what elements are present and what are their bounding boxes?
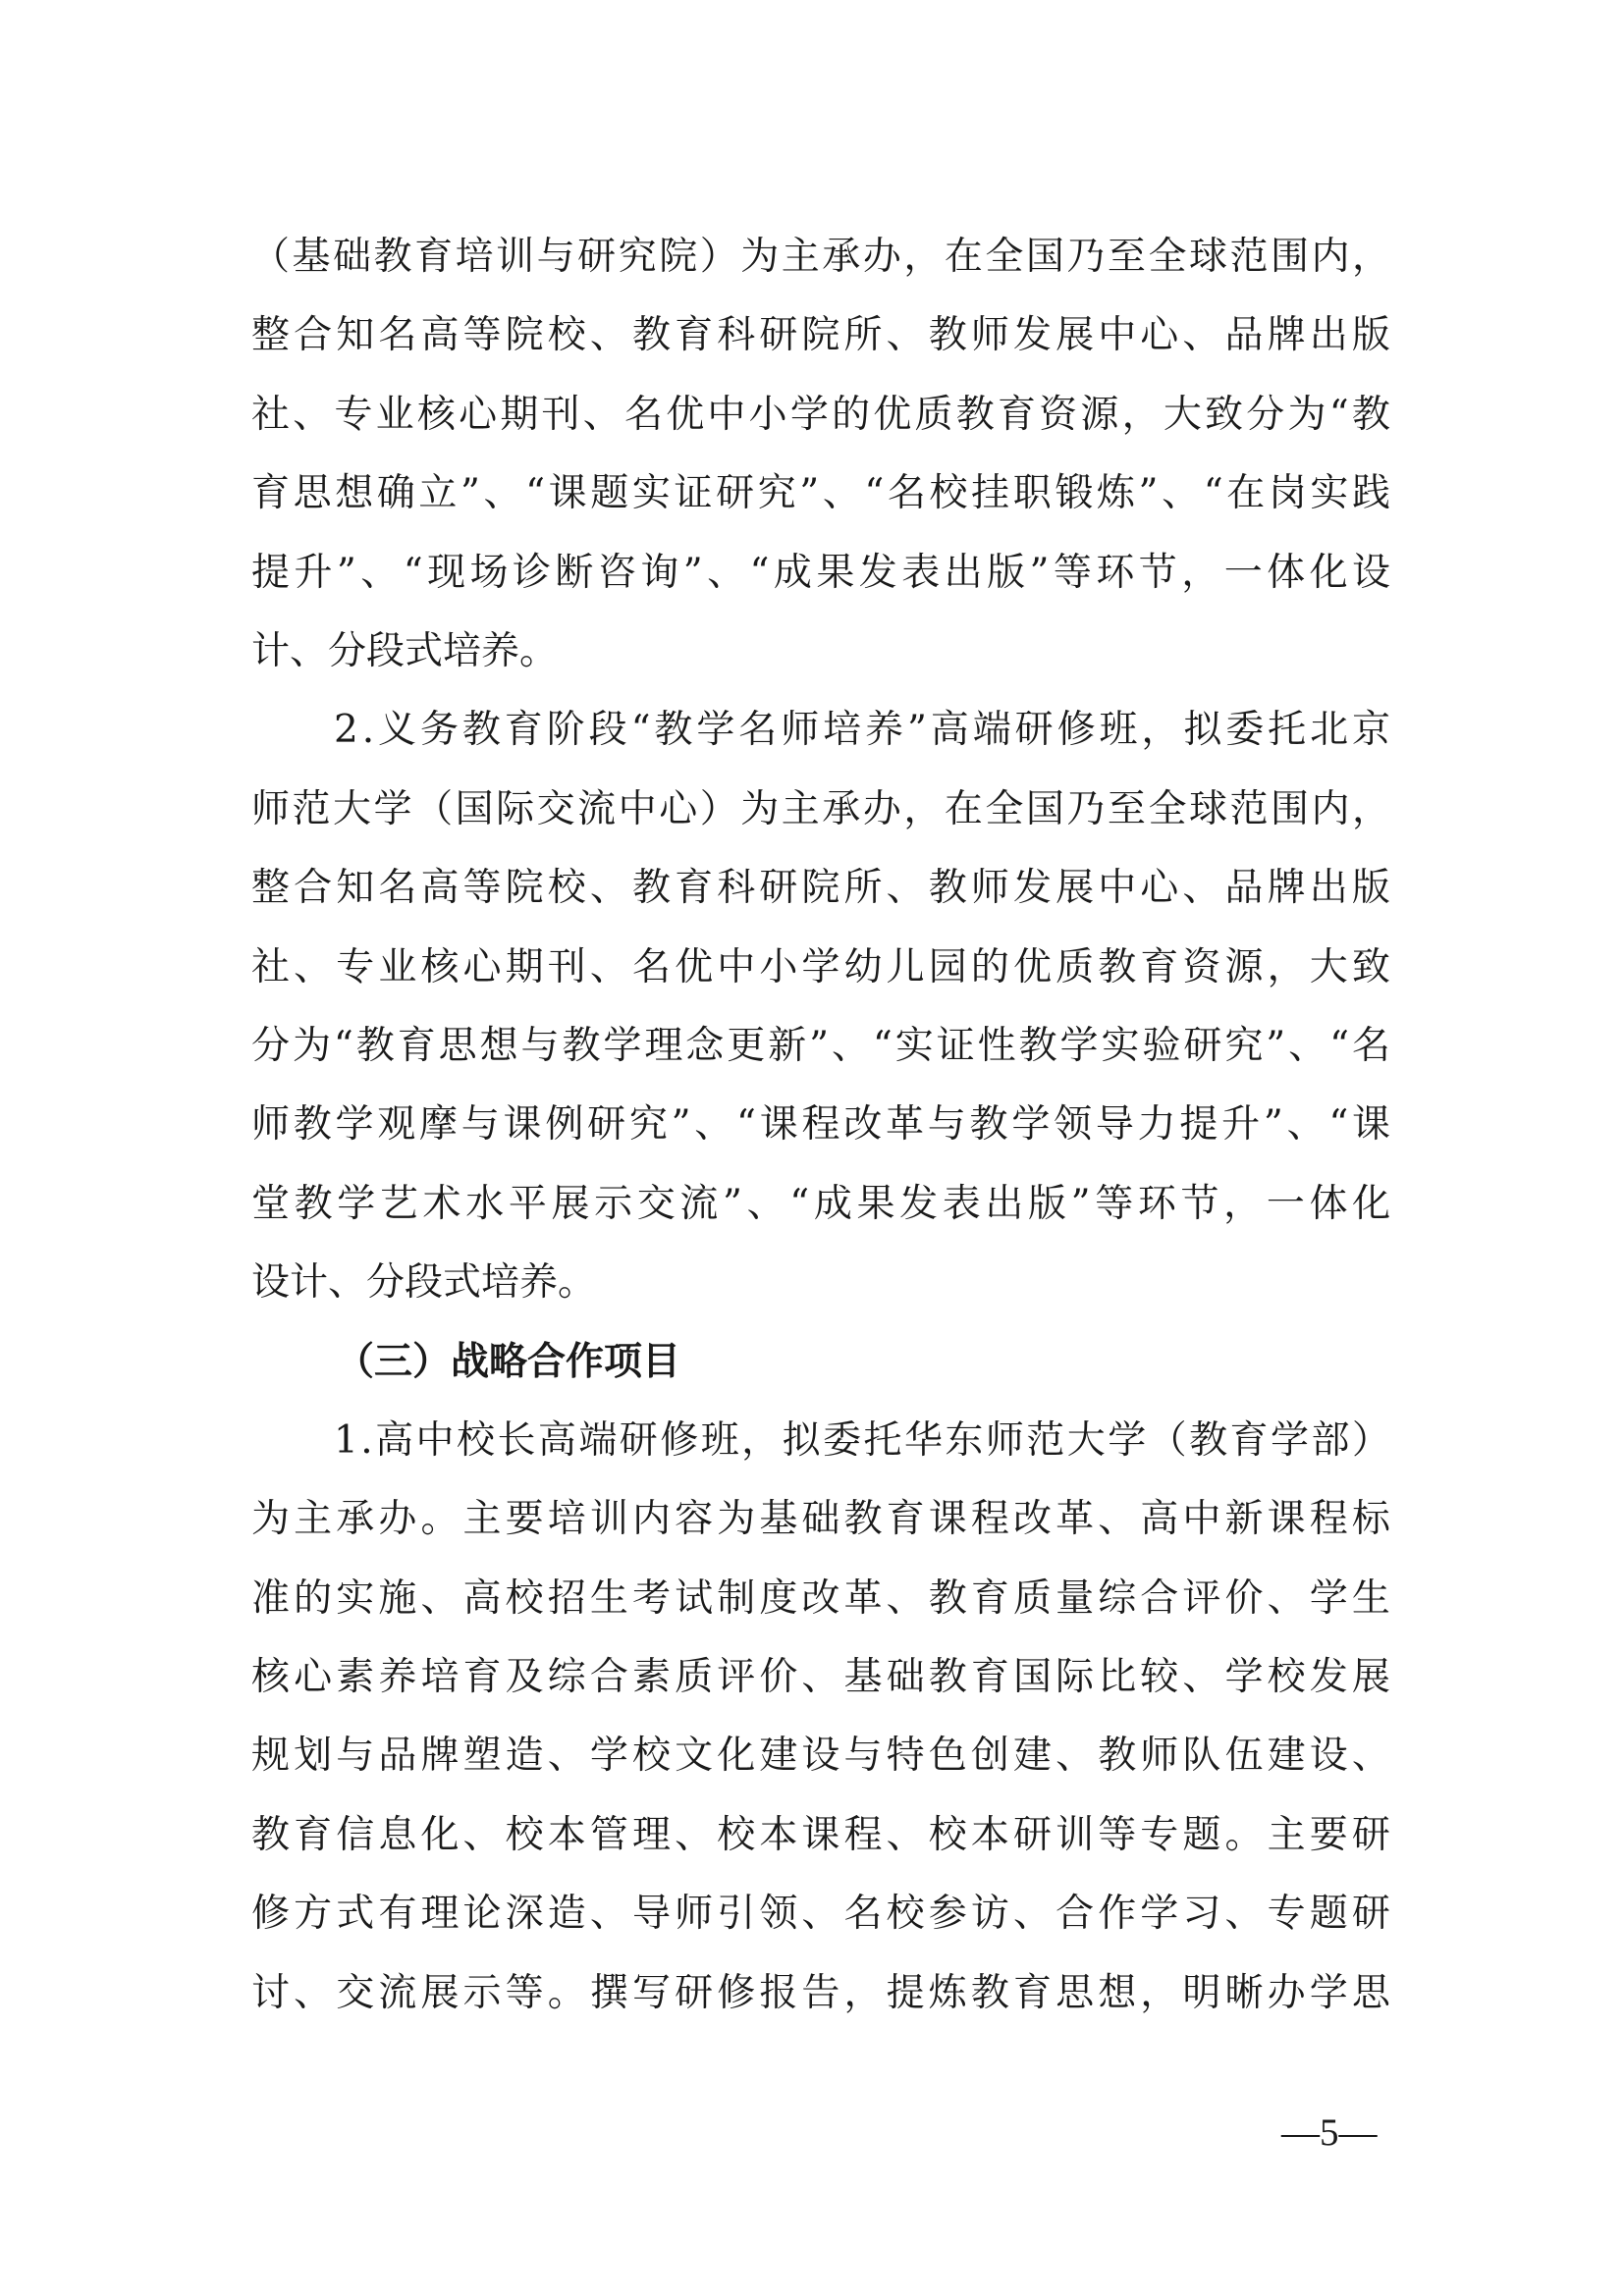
text-line: 修方式有理论深造、导师引领、名校参访、合作学习、专题研 [251, 1892, 1394, 1937]
text-line: 教育信息化、校本管理、校本课程、校本研训等专题。主要研 [251, 1812, 1394, 1857]
page-number: —5— [1281, 2111, 1378, 2154]
text-line: 提升”、“现场诊断咨询”、“成果发表出版”等环节，一体化设 [251, 550, 1395, 595]
text-line: 计、分段式培养。 [251, 628, 559, 673]
text-line: 社、专业核心期刊、名优中小学的优质教育资源，大致分为“教 [251, 392, 1394, 437]
text-line: 分为“教育思想与教学理念更新”、“实证性教学实验研究”、“名 [251, 1023, 1393, 1068]
text-line: 整合知名高等院校、教育科研院所、教师发展中心、品牌出版 [251, 866, 1394, 911]
section-heading: （三）战略合作项目 [336, 1339, 681, 1385]
text-line: 社、专业核心期刊、名优中小学幼儿园的优质教育资源，大致 [251, 944, 1394, 989]
text-line: 师范大学（国际交流中心）为主承办，在全国乃至全球范围内， [251, 786, 1393, 831]
text-line: 为主承办。主要培训内容为基础教育课程改革、高中新课程标 [251, 1497, 1394, 1542]
text-line: 核心素养培育及综合素质评价、基础教育国际比较、学校发展 [251, 1655, 1394, 1700]
paragraph-start-line: 2.义务教育阶段“教学名师培养”高端研修班，拟委托北京 [334, 708, 1394, 753]
text-line: 堂教学艺术水平展示交流”、“成果发表出版”等环节，一体化 [251, 1181, 1395, 1226]
text-line: （基础教育培训与研究院）为主承办，在全国乃至全球范围内， [251, 235, 1393, 279]
text-line: 整合知名高等院校、教育科研院所、教师发展中心、品牌出版 [251, 313, 1394, 358]
text-line: 设计、分段式培养。 [251, 1260, 597, 1306]
text-line: 育思想确立”、“课题实证研究”、“名校挂职锻炼”、“在岗实践 [251, 471, 1394, 516]
text-line: 规划与品牌塑造、学校文化建设与特色创建、教师队伍建设、 [251, 1734, 1394, 1779]
body-text [251, 218, 1395, 2033]
text-line: 讨、交流展示等。撰写研修报告，提炼教育思想，明晰办学思 [251, 1970, 1394, 2015]
text-line: 准的实施、高校招生考试制度改革、教育质量综合评价、学生 [251, 1575, 1394, 1621]
paragraph-start-line: 1.高中校长高端研修班，拟委托华东师范大学（教育学部） [334, 1417, 1393, 1463]
text-line: 师教学观摩与课例研究”、“课程改革与教学领导力提升”、“课 [251, 1102, 1394, 1148]
